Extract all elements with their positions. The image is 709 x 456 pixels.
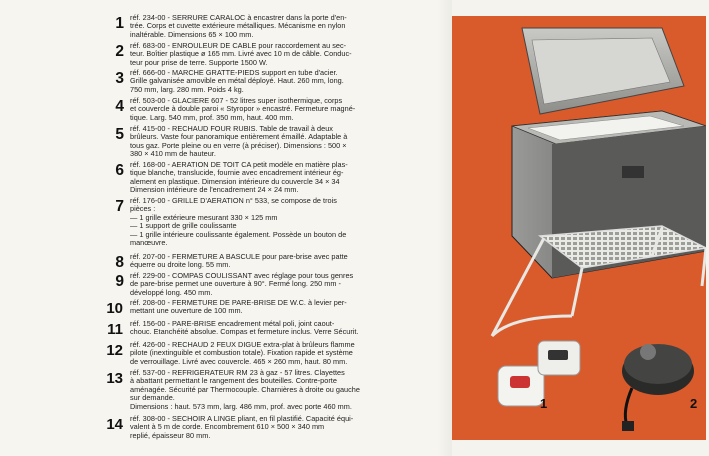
product-photo-illustration bbox=[452, 16, 706, 440]
entry-description bbox=[130, 320, 436, 337]
entry-description bbox=[130, 299, 436, 316]
cable-reel bbox=[622, 344, 694, 431]
entry-line: réf. 666-00 - MARCHE GRATTE-PIEDS support en tube d'acier. bbox=[130, 69, 338, 77]
cooler-lid bbox=[522, 28, 684, 114]
entry-line: 380 × 410 mm de hauteur. bbox=[130, 150, 216, 159]
entry-description bbox=[130, 97, 436, 122]
entry-line: tous gaz. Porte pleine ou en verre (à préciser). Dimensions : 500 × bbox=[130, 141, 347, 150]
entry-line: sur demande. bbox=[130, 394, 175, 403]
entry-line: teur. Boîtier plastique ø 165 mm. Livré avec 10 m de câble. Conduc- bbox=[130, 50, 352, 59]
entry-line: réf. 415-00 - RECHAUD FOUR RUBIS. Table de travail à deux bbox=[130, 125, 333, 133]
entry-description bbox=[130, 69, 436, 94]
entry-line: réf. 208-00 - FERMETURE DE PARE-BRISE DE W.C. à levier per- bbox=[130, 299, 347, 307]
entry-line: valent à 5 m de corde. Encombrement 610 × 500 × 340 mm bbox=[130, 423, 325, 432]
entry-line: Grille galvanisée amovible en métal déployé. Haut. 260 mm, long. bbox=[130, 77, 344, 86]
entry-line: pilote (inextinguible et combustion totale). Fixation rapide et système bbox=[130, 349, 353, 358]
entry-line: développé long. 450 mm. bbox=[130, 288, 213, 297]
entry-description bbox=[130, 272, 436, 297]
entry-number: 8 bbox=[115, 254, 124, 271]
entry-line: Dimensions : haut. 573 mm, larg. 486 mm, prof. avec porte 460 mm. bbox=[130, 402, 352, 411]
entry-number: 13 bbox=[106, 370, 123, 387]
entry-description bbox=[130, 197, 436, 248]
entry-line: — 1 grille extérieure mesurant 330 × 125 mm bbox=[130, 213, 278, 222]
entry-description bbox=[130, 341, 436, 366]
entry-number: 1 bbox=[115, 15, 124, 32]
entry-number: 4 bbox=[115, 98, 124, 115]
entry-line: réf. 503-00 - GLACIERE 607 - 52 litres super isothermique, corps bbox=[130, 97, 343, 105]
entry-line: — 1 support de grille coulissante bbox=[130, 222, 237, 231]
entry-description bbox=[130, 125, 436, 159]
entry-line: réf. 426-00 - RECHAUD 2 FEUX DIGUE extra-plat à brûleurs flamme bbox=[130, 341, 355, 349]
entry-number: 11 bbox=[107, 321, 123, 338]
entry-line: pièces : bbox=[130, 205, 156, 214]
entry-line: tique. Larg. 540 mm, prof. 350 mm, haut. 400 mm. bbox=[130, 113, 294, 122]
entry-line: réf. 308-00 - SECHOIR A LINGE pliant, en fil plastifié. Capacité équi- bbox=[130, 415, 354, 423]
entry-line: mettant une ouverture de 100 mm. bbox=[130, 307, 243, 316]
entry-line: brûleurs. Vaste four panoramique entièrement émaillé. Adaptable à bbox=[130, 133, 348, 142]
entry-line: trée. Corps et cuvette extérieure métalliques. Mécanisme en nylon bbox=[130, 22, 346, 31]
entry-line: teur pour prise de terre. Supporte 1500 W. bbox=[130, 58, 268, 67]
entry-line: réf. 234-00 - SERRURE CARALOC à encastrer dans la porte d'en- bbox=[130, 14, 347, 22]
entry-number: 14 bbox=[106, 416, 123, 433]
entry-line: replié, épaisseur 80 mm. bbox=[130, 431, 211, 440]
entry-line: réf. 207-00 - FERMETURE A BASCULE pour pare-brise avec patte bbox=[130, 253, 348, 261]
entry-number: 9 bbox=[115, 273, 124, 290]
entry-number: 7 bbox=[115, 198, 124, 215]
entry-line: réf. 683-00 - ENROULEUR DE CABLE pour raccordement au sec- bbox=[130, 42, 347, 50]
entry-line: de verrouillage. Livré avec couvercle. 465 × 260 mm, haut. 80 mm. bbox=[130, 357, 348, 366]
product-photo bbox=[452, 16, 706, 440]
entry-line: de pare-brise permet une ouverture à 90°. Fermé long. 250 mm - bbox=[130, 280, 342, 289]
entry-number: 12 bbox=[106, 342, 123, 359]
entry-description bbox=[130, 415, 436, 440]
entry-line: chouc. Etanchéité absolue. Compas et fermeture inclus. Verre Sécurit. bbox=[130, 328, 359, 337]
lock-plates bbox=[498, 341, 580, 406]
photo-label-2: 2 bbox=[690, 396, 698, 411]
entry-line: — 1 grille intérieure coulissante également. Possède un bouton de bbox=[130, 230, 347, 239]
entry-number: 6 bbox=[115, 162, 124, 179]
entry-line: manœuvre. bbox=[130, 239, 168, 248]
entry-line: inaltérable. Dimensions 65 × 100 mm. bbox=[130, 30, 254, 39]
entry-line: réf. 156-00 - PARE-BRISE encadrement métal poli, joint caout- bbox=[130, 320, 335, 328]
entry-line: alement en plastique. Dimension intérieure du couvercle 34 × 34 bbox=[130, 177, 340, 186]
entry-description bbox=[130, 14, 436, 39]
cooler-latch bbox=[622, 166, 644, 178]
entry-line: réf. 176-00 - GRILLE D'AERATION n° 533, se compose de trois bbox=[130, 197, 337, 205]
entry-line: tique blanche, translucide, fournie avec encadrement intérieur ég- bbox=[130, 169, 344, 178]
entry-line: réf. 229-00 - COMPAS COULISSANT avec réglage pour tous genres bbox=[130, 272, 354, 280]
entry-description bbox=[130, 253, 436, 270]
entry-number: 10 bbox=[106, 300, 123, 317]
entry-line: réf. 537-00 - REFRIGERATEUR RM 23 à gaz - 57 litres. Clayettes bbox=[130, 369, 345, 377]
photo-label-1: 1 bbox=[540, 396, 548, 411]
entry-line: réf. 168-00 - AERATION DE TOIT CA petit modèle en matière plas- bbox=[130, 161, 348, 169]
entry-line: 750 mm, larg. 280 mm. Poids 4 kg. bbox=[130, 85, 244, 94]
entry-line: Dimension intérieure de l'encadrement 24 × 24 mm. bbox=[130, 186, 299, 195]
entry-description bbox=[130, 42, 436, 67]
entry-line: équerre ou droite long. 55 mm. bbox=[130, 261, 231, 270]
entry-description bbox=[130, 369, 436, 411]
entry-description bbox=[130, 161, 436, 195]
entry-number: 5 bbox=[115, 126, 124, 143]
entry-number: 2 bbox=[115, 43, 124, 60]
entry-line: à abattant permettant le rangement des bouteilles. Contre-porte bbox=[130, 377, 337, 386]
entry-line: aménagée. Sécurité par Thermocouple. Charnières à droite ou gauche bbox=[130, 385, 360, 394]
entry-line: et couvercle à double paroi « Styropor » encastré. Fermeture magné- bbox=[130, 105, 356, 114]
entry-number: 3 bbox=[115, 70, 124, 87]
page-gutter bbox=[438, 0, 452, 456]
